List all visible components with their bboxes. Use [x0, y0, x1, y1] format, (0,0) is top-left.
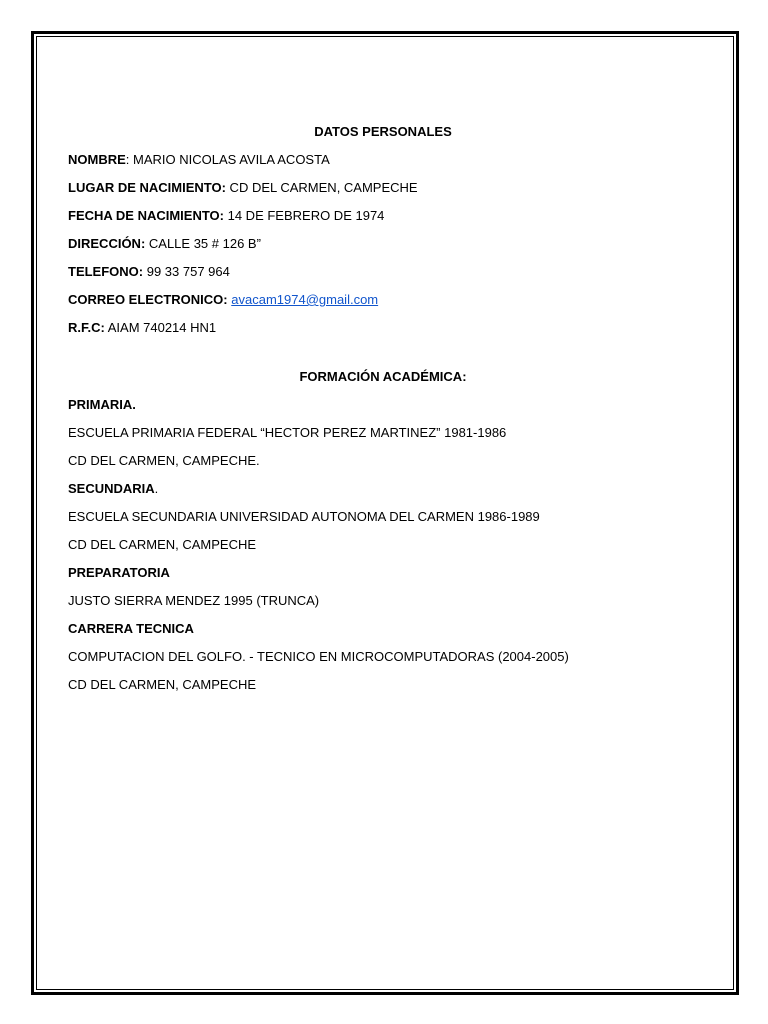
- name-row: [68, 146, 698, 174]
- tecnica-school: COMPUTACION DEL GOLFO. - TECNICO EN MICROCOMPUTADORAS (2004-2005): [68, 649, 569, 664]
- address-row: [68, 230, 698, 258]
- primaria-city: CD DEL CARMEN, CAMPECHE.: [68, 453, 260, 468]
- rfc-row: [68, 314, 698, 342]
- document-body: [68, 118, 698, 699]
- personal-data-heading: DATOS PERSONALES: [314, 124, 452, 139]
- section-spacer: [68, 342, 698, 363]
- rfc-value: AIAM 740214 HN1: [104, 320, 217, 335]
- tecnica-label: CARRERA TECNICA: [68, 621, 194, 636]
- birthdate-label: FECHA DE NACIMIENTO:: [68, 208, 224, 223]
- birthplace-label: LUGAR DE NACIMIENTO:: [68, 180, 226, 195]
- secundaria-label: SECUNDARIA: [68, 481, 155, 496]
- tecnica-city: CD DEL CARMEN, CAMPECHE: [68, 677, 257, 692]
- email-link[interactable]: avacam1974@gmail.com: [231, 292, 379, 307]
- preparatoria-school: JUSTO SIERRA MENDEZ 1995 (TRUNCA): [68, 593, 320, 608]
- secundaria-school: ESCUELA SECUNDARIA UNIVERSIDAD AUTONOMA DEL CARMEN 1986-1989: [68, 509, 540, 524]
- name-label: NOMBRE: [68, 152, 126, 167]
- address-value: CALLE 35 # 126 B”: [145, 236, 261, 251]
- birthdate-row: [68, 202, 698, 230]
- secundaria-city: CD DEL CARMEN, CAMPECHE: [68, 537, 257, 552]
- primaria-school: ESCUELA PRIMARIA FEDERAL “HECTOR PEREZ MARTINEZ” 1981-1986: [68, 425, 507, 440]
- preparatoria-label: PREPARATORIA: [68, 565, 170, 580]
- secundaria-row: [68, 475, 698, 503]
- primaria-label: PRIMARIA.: [68, 397, 136, 412]
- rfc-label: R.F.C:: [68, 320, 105, 335]
- birthdate-value: 14 DE FEBRERO DE 1974: [224, 208, 385, 223]
- email-row: [68, 286, 698, 314]
- birthplace-row: [68, 174, 698, 202]
- phone-row: [68, 258, 698, 286]
- name-value: : MARIO NICOLAS AVILA ACOSTA: [125, 152, 330, 167]
- phone-label: TELEFONO:: [68, 264, 144, 279]
- secundaria-suffix: .: [154, 481, 159, 496]
- birthplace-value: CD DEL CARMEN, CAMPECHE: [225, 180, 418, 195]
- phone-value: 99 33 757 964: [143, 264, 230, 279]
- education-heading: FORMACIÓN ACADÉMICA:: [299, 369, 467, 384]
- email-label: CORREO ELECTRONICO:: [68, 292, 228, 307]
- address-label: DIRECCIÓN:: [68, 236, 146, 251]
